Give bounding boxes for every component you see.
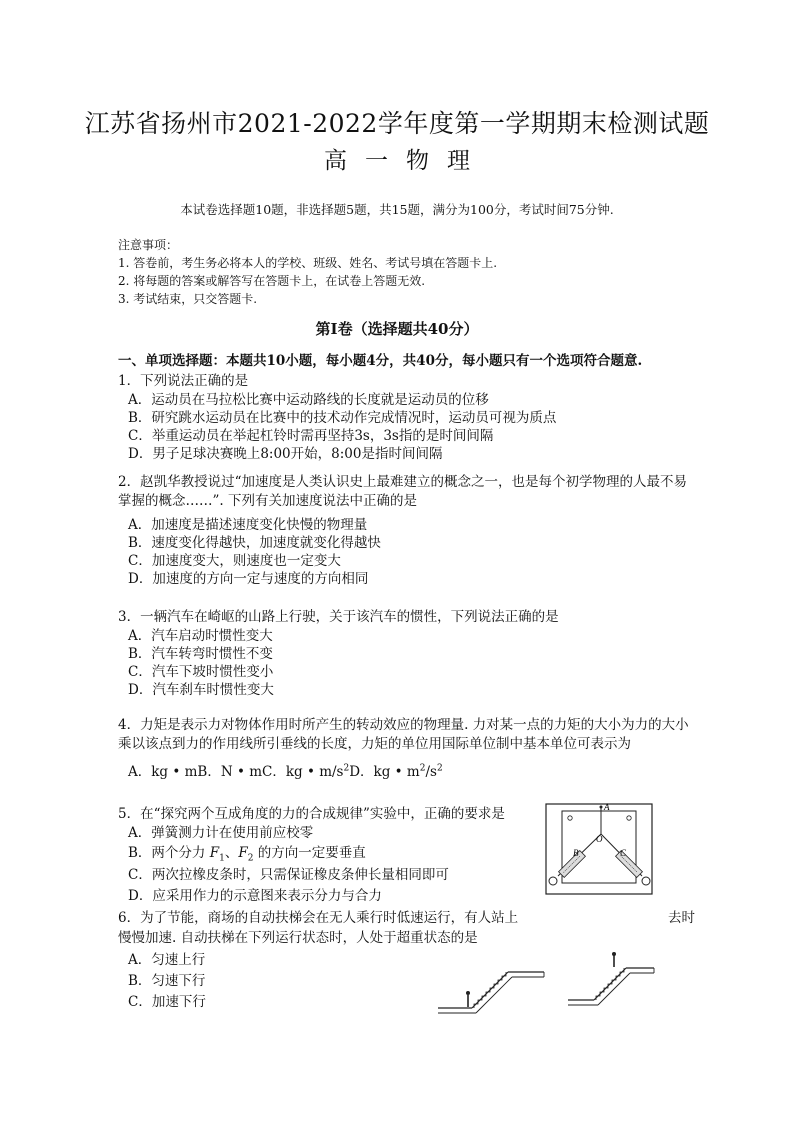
question-5-option: D．应采用作力的示意图来表示分力与合力 [128,888,382,904]
option-d: D．kg • m [349,764,420,780]
notes-heading: 注意事项： [118,238,179,252]
option-c: C．kg • m/s [262,764,344,780]
note-item: 2. 将每题的答案或解答写在答题卡上，在试卷上答题无效. [118,274,426,288]
figure-label-o: O [596,834,603,844]
question-4-options: A．kg • mB．N • mC．kg • $m/s^2D$．kg • $m^2/s^2$ [128,763,443,780]
question-2-option: D．加速度的方向一定与速度的方向相同 [128,571,369,587]
question-5-stem: 5．在“探究两个互成角度的力的合成规律”实验中，正确的要求是 [118,806,505,822]
exam-info: 本试卷选择题10题，非选择题5题，共15题，满分为100分，考试时间75分钟. [180,202,614,217]
part-heading: 一、单项选择题：本题共10小题，每小题4分，共40分，每小题只有一个选项符合题意. [118,353,643,369]
question-5-option: A．弹簧测力计在使用前应校零 [128,825,314,841]
question-2-option: B．速度变化得越快，加速度就变化得越快 [128,535,381,551]
question-1-option: C．举重运动员在举起杠铃时需再坚持3s，3s指的是时间间隔 [128,428,494,444]
section-heading: 第Ⅰ卷（选择题共40分） [315,320,479,338]
option-b: B．N • m [197,764,263,780]
figure-label-c: C [620,848,627,858]
option-a: A．kg • m [128,764,198,780]
subtitle-char: 物 [406,148,429,174]
question-1-option: A．运动员在马拉松比赛中运动路线的长度就是运动员的位移 [128,392,489,408]
question-5-option: B．两个分力 $F_1$、$F_2$ 的方向一定要垂直 [128,845,366,864]
question-4-stem: 4．力矩是表示力对物体作用时所产生的转动效应的物理量. 力对某一点的力矩的大小为力的大小乘以该点到力的作用线所引垂线的长度，力矩的单位用国际单位制中基本单位可表示为 [118,717,689,752]
subtitle-char: 理 [447,148,470,174]
force-experiment-figure [540,798,658,900]
question-6-option: A．匀速上行 [128,952,206,968]
question-5-option: C．两次拉橡皮条时，只需保证橡皮条伸长量相同即可 [128,867,449,883]
question-2-stem: 2．赵凯华教授说过“加速度是人类认识史上最难建立的概念之一，也是每个初学物理的人最不易掌握的概念……”. 下列有关加速度说法中正确的是 [118,474,687,509]
exam-subtitle [0,142,794,175]
escalator-figure-right [568,952,660,1010]
question-3-option: A．汽车启动时惯性变大 [128,628,273,644]
question-6-option: B．匀速下行 [128,973,206,989]
question-6-stem-line1-end: 去时 [668,910,695,926]
question-6-stem-line2: 慢慢加速. 自动扶梯在下列运行状态时，人处于超重状态的是 [118,930,478,946]
note-item: 1. 答卷前，考生务必将本人的学校、班级、姓名、考试号填在答题卡上. [118,256,498,270]
question-3-stem: 3．一辆汽车在崎岖的山路上行驶，关于该汽车的惯性，下列说法正确的是 [118,609,559,625]
question-1-stem: 1．下列说法正确的是 [118,373,249,389]
figure-label-b: B [573,848,579,858]
escalator-figure-left [438,960,548,1016]
note-item: 3. 考试结束，只交答题卡. [118,292,258,306]
question-6-stem-line1: 6．为了节能，商场的自动扶梯会在无人乘行时低速运行，有人站上 [118,910,519,926]
question-3-option: B．汽车转弯时惯性不变 [128,646,273,662]
subtitle-char: 高 [324,148,347,174]
question-2-option: A．加速度是描述速度变化快慢的物理量 [128,517,368,533]
question-3-option: D．汽车刹车时惯性变大 [128,682,274,698]
question-2-option: C．加速度变大，则速度也一定变大 [128,553,341,569]
question-1-option: B．研究跳水运动员在比赛中的技术动作完成情况时，运动员可视为质点 [128,410,557,426]
exam-title: 江苏省扬州市2021-2022学年度第一学期期末检测试题 [84,109,710,138]
subtitle-char: 一 [365,148,388,174]
question-3-option: C．汽车下坡时惯性变小 [128,664,274,680]
question-1-option: D．男子足球决赛晚上8:00开始，8:00是指时间间隔 [128,446,443,462]
figure-label-a: A [604,802,610,812]
question-6-option: C．加速下行 [128,994,206,1010]
